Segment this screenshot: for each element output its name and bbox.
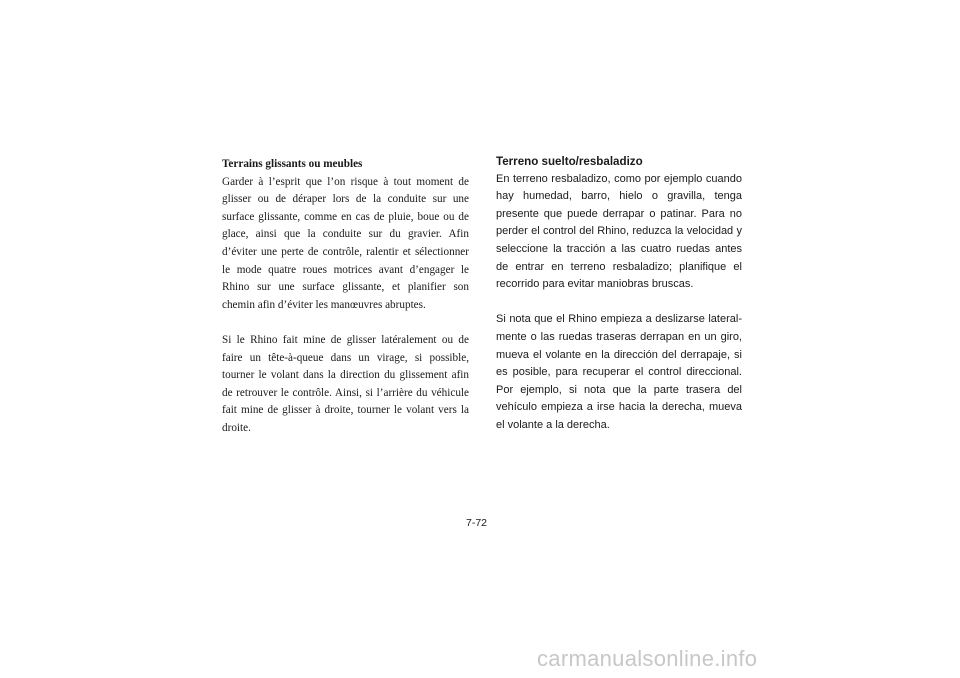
spanish-paragraph-2: Si nota que el Rhino empieza a deslizarse lateralmente o las ruedas traseras derrapan en un giro, mueva el volante en la dirección del derrapaje, si es posible, para recuperar el control direccional. Por ejemplo, si nota que la parte trasera del vehículo empieza a irse hacia la derecha, mueva el volante a la derecha. — [496, 313, 742, 431]
french-paragraph-1: Garder à l’esprit que l’on risque à tout moment de glisser ou de déraper lors de la conduite sur une surface glissante, comme en cas de pluie, boue ou de glace, ainsi que la conduite sur du gravier. Afin d’éviter une perte de contrôle, ralentir et sélectionner le mode quatre roues motrices avant d’engager le Rhino sur une surface glissante, et planifier son chemin afin d’éviter les manœuvres abruptes. — [222, 175, 469, 311]
spanish-paragraph-1: En terreno resbaladizo, como por ejemplo cuando hay humedad, barro, hielo o gravilla, tenga presente que puede derrapar o patinar. Para no perder el control del Rhino, reduzca la velocidad y seleccione la tracción a las cuatro ruedas antes de entrar en terreno resbaladizo; planifique el recorrido para evitar maniobras bruscas. — [496, 172, 742, 291]
spanish-column — [496, 153, 742, 435]
paragraph-spacer — [496, 294, 742, 312]
spanish-heading: Terreno suelto/resbaladizo — [496, 155, 643, 168]
page-number: 7-72 — [466, 517, 488, 529]
watermark: carmanualsonline.info — [537, 646, 758, 671]
paragraph-spacer — [222, 314, 469, 332]
french-column — [222, 156, 469, 438]
french-heading: Terrains glissants ou meubles — [222, 158, 363, 170]
french-paragraph-2: Si le Rhino fait mine de glisser latéralement ou de faire un tête-à-queue dans un virage, si possible, tourner le volant dans la direction du glissement afin de retrouver le contrôle. Ainsi, si l’arrière du véhicule fait mine de glisser à droite, tourner le volant vers la droite. — [222, 333, 469, 434]
